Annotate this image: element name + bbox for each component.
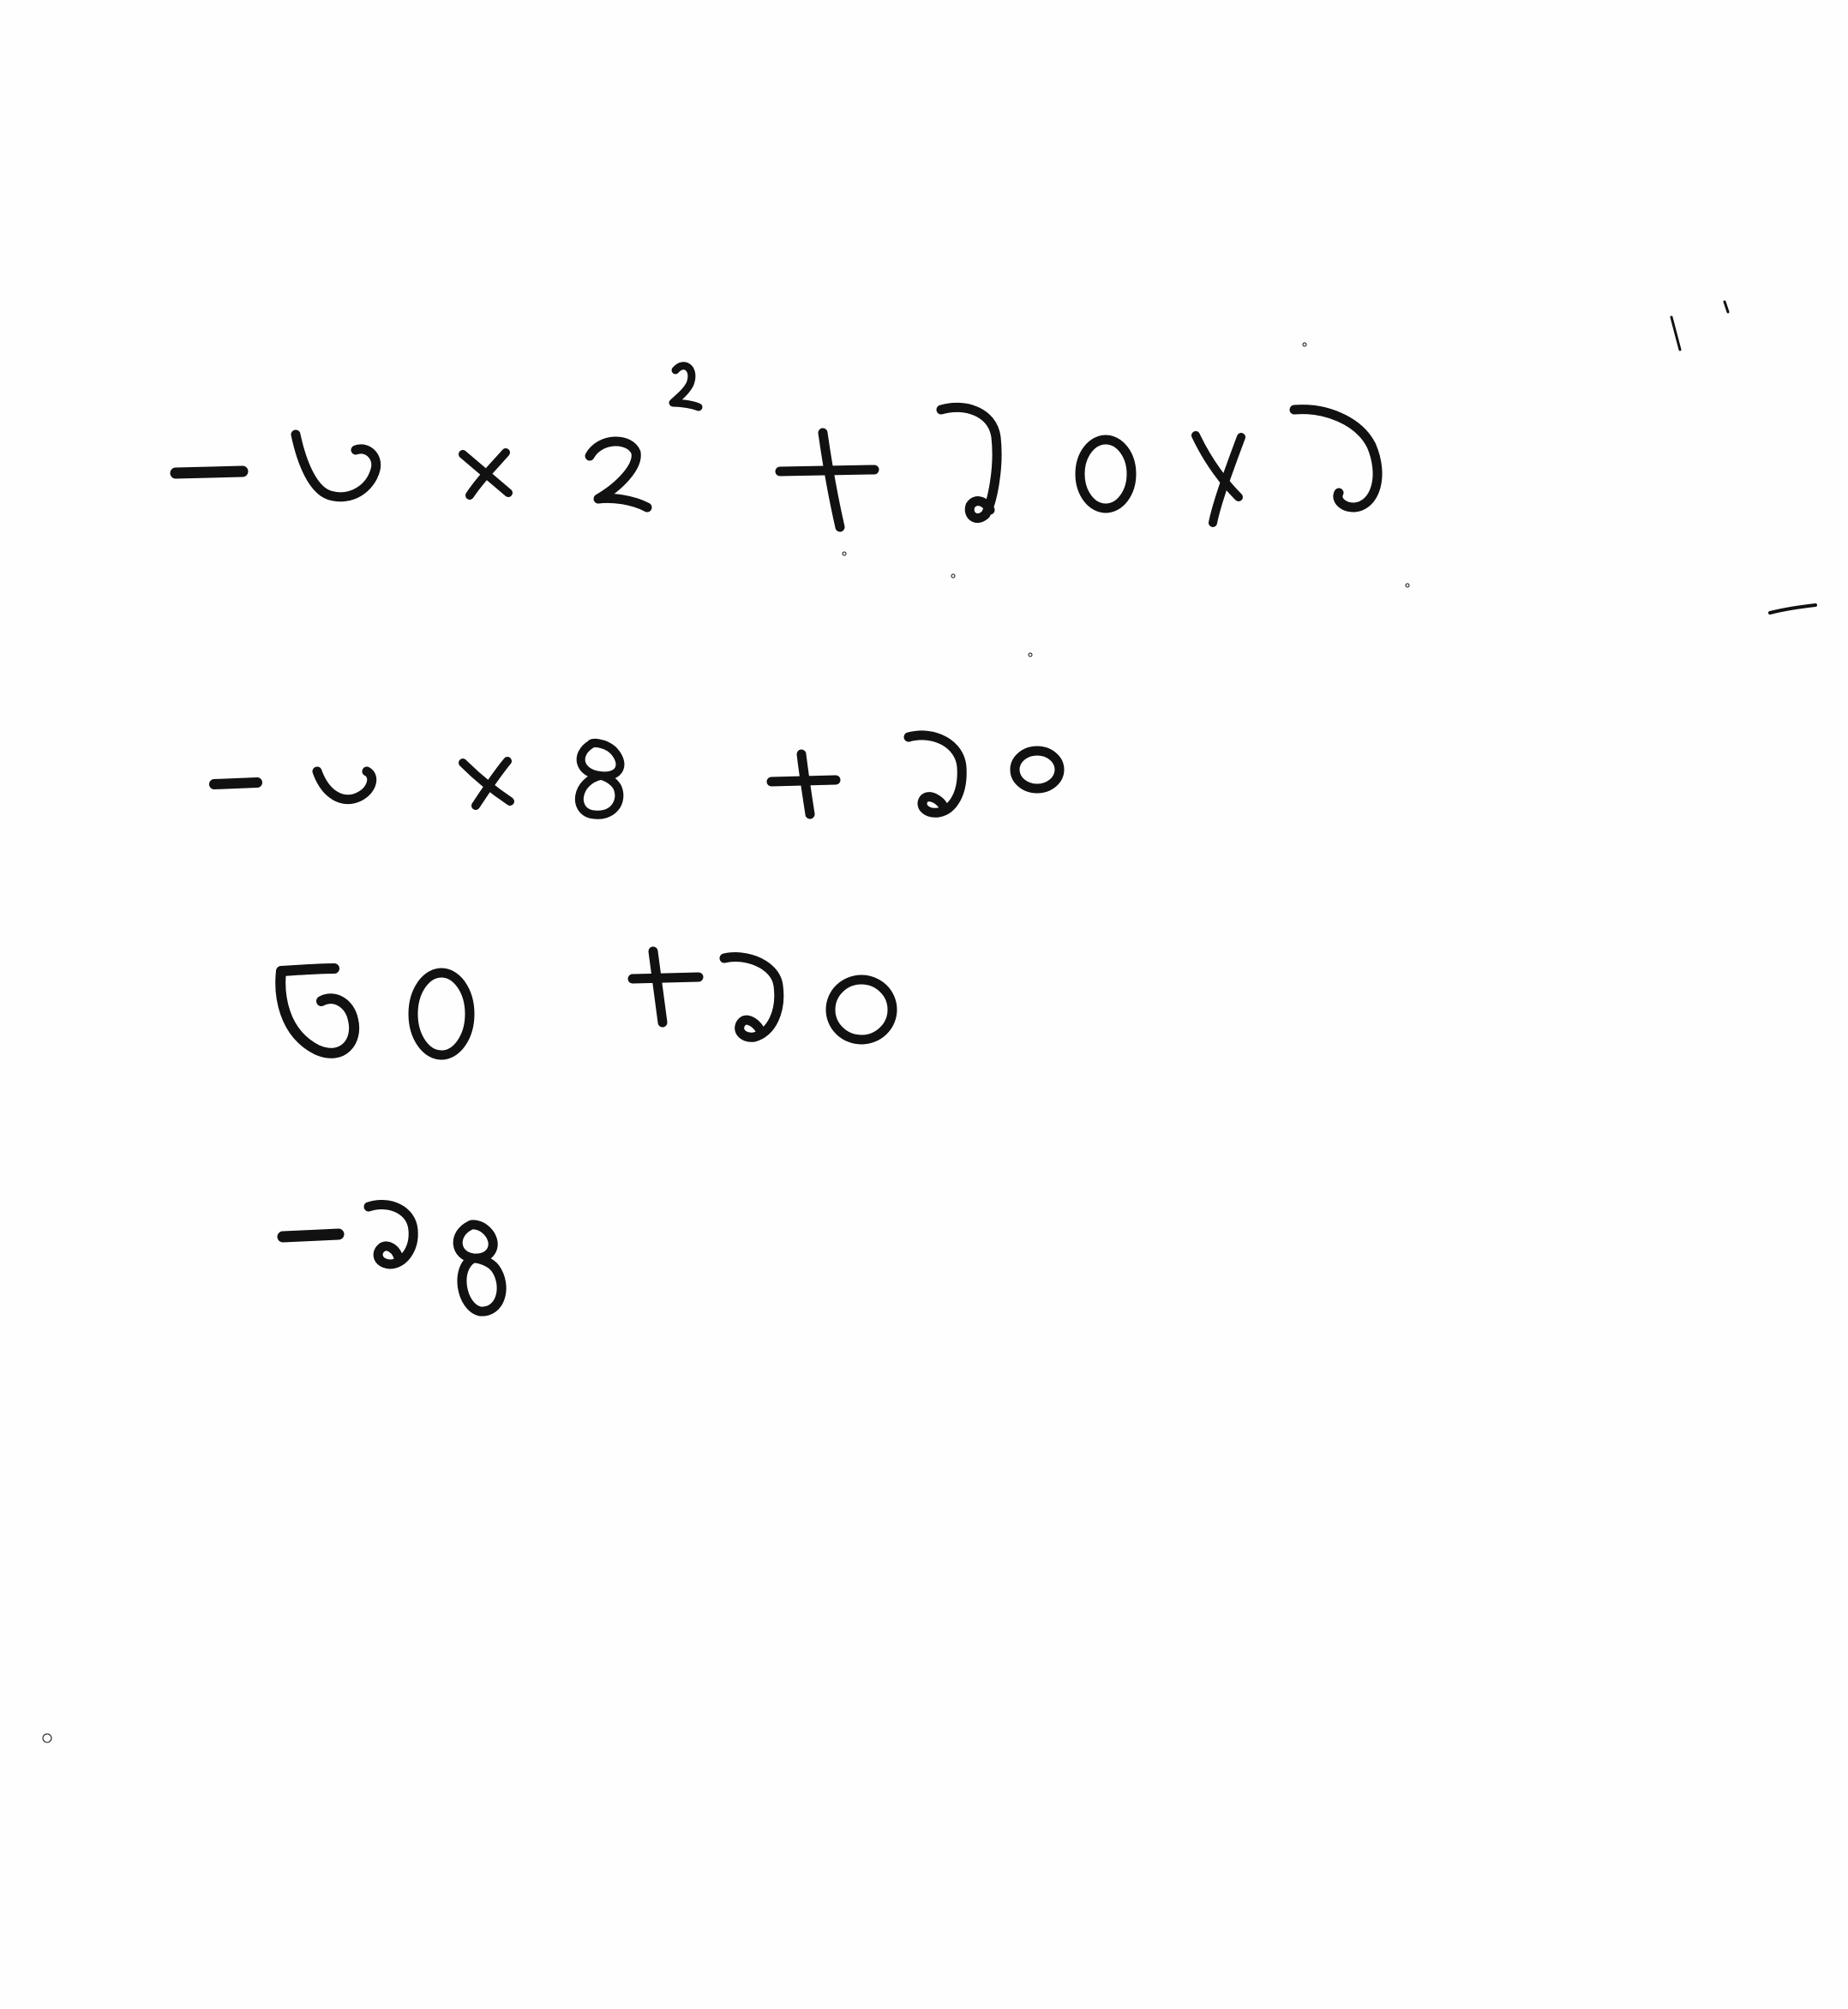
handwritten-line-4 [283, 1205, 501, 1312]
handwritten-line-2 [214, 735, 1059, 815]
speck-top-right-b [1725, 302, 1728, 312]
line-2-minus [214, 783, 257, 784]
speck-right-dash [1770, 605, 1815, 613]
line-3-plus-v [653, 951, 663, 1022]
line-3-digit-2 [724, 957, 779, 1038]
line-4-minus [283, 1234, 339, 1237]
line-3-plus-h [633, 977, 699, 979]
line-1-digit-5 [296, 435, 376, 497]
handwritten-line-1 [176, 366, 1377, 527]
line-2-digit-8 [579, 743, 621, 815]
speck-mid-b [951, 574, 955, 578]
line-3-digit-5 [280, 969, 354, 1053]
speck-mid-c [1029, 653, 1032, 657]
speck-mid-e [1406, 584, 1409, 587]
line-2-digit-0 [1015, 751, 1059, 789]
line-1-digit-2c [1294, 410, 1377, 507]
line-1-plus-v [823, 433, 840, 527]
speck-mid-a [843, 552, 846, 555]
line-1-times2-b [1213, 437, 1241, 523]
line-1-digit-0 [1080, 440, 1131, 508]
line-1-digit-2 [590, 441, 647, 507]
speck-mid-d [1303, 343, 1306, 346]
paper-specks [43, 302, 1815, 1742]
line-2-plus-v [801, 754, 810, 814]
line-1-digit-2b [941, 407, 997, 518]
speck-left-dot [43, 1734, 51, 1742]
line-3-digit-0 [413, 973, 470, 1055]
line-1-exponent-2 [673, 366, 699, 407]
line-3-digit-0b [831, 980, 892, 1040]
line-4-digit-8 [458, 1225, 501, 1311]
line-2-digit-5 [317, 771, 372, 800]
speck-top-right-a [1671, 317, 1680, 350]
line-2-digit-2 [909, 735, 962, 813]
line-1-minus [176, 471, 243, 473]
handwritten-line-3 [280, 951, 892, 1055]
line-4-digit-2 [369, 1205, 413, 1264]
